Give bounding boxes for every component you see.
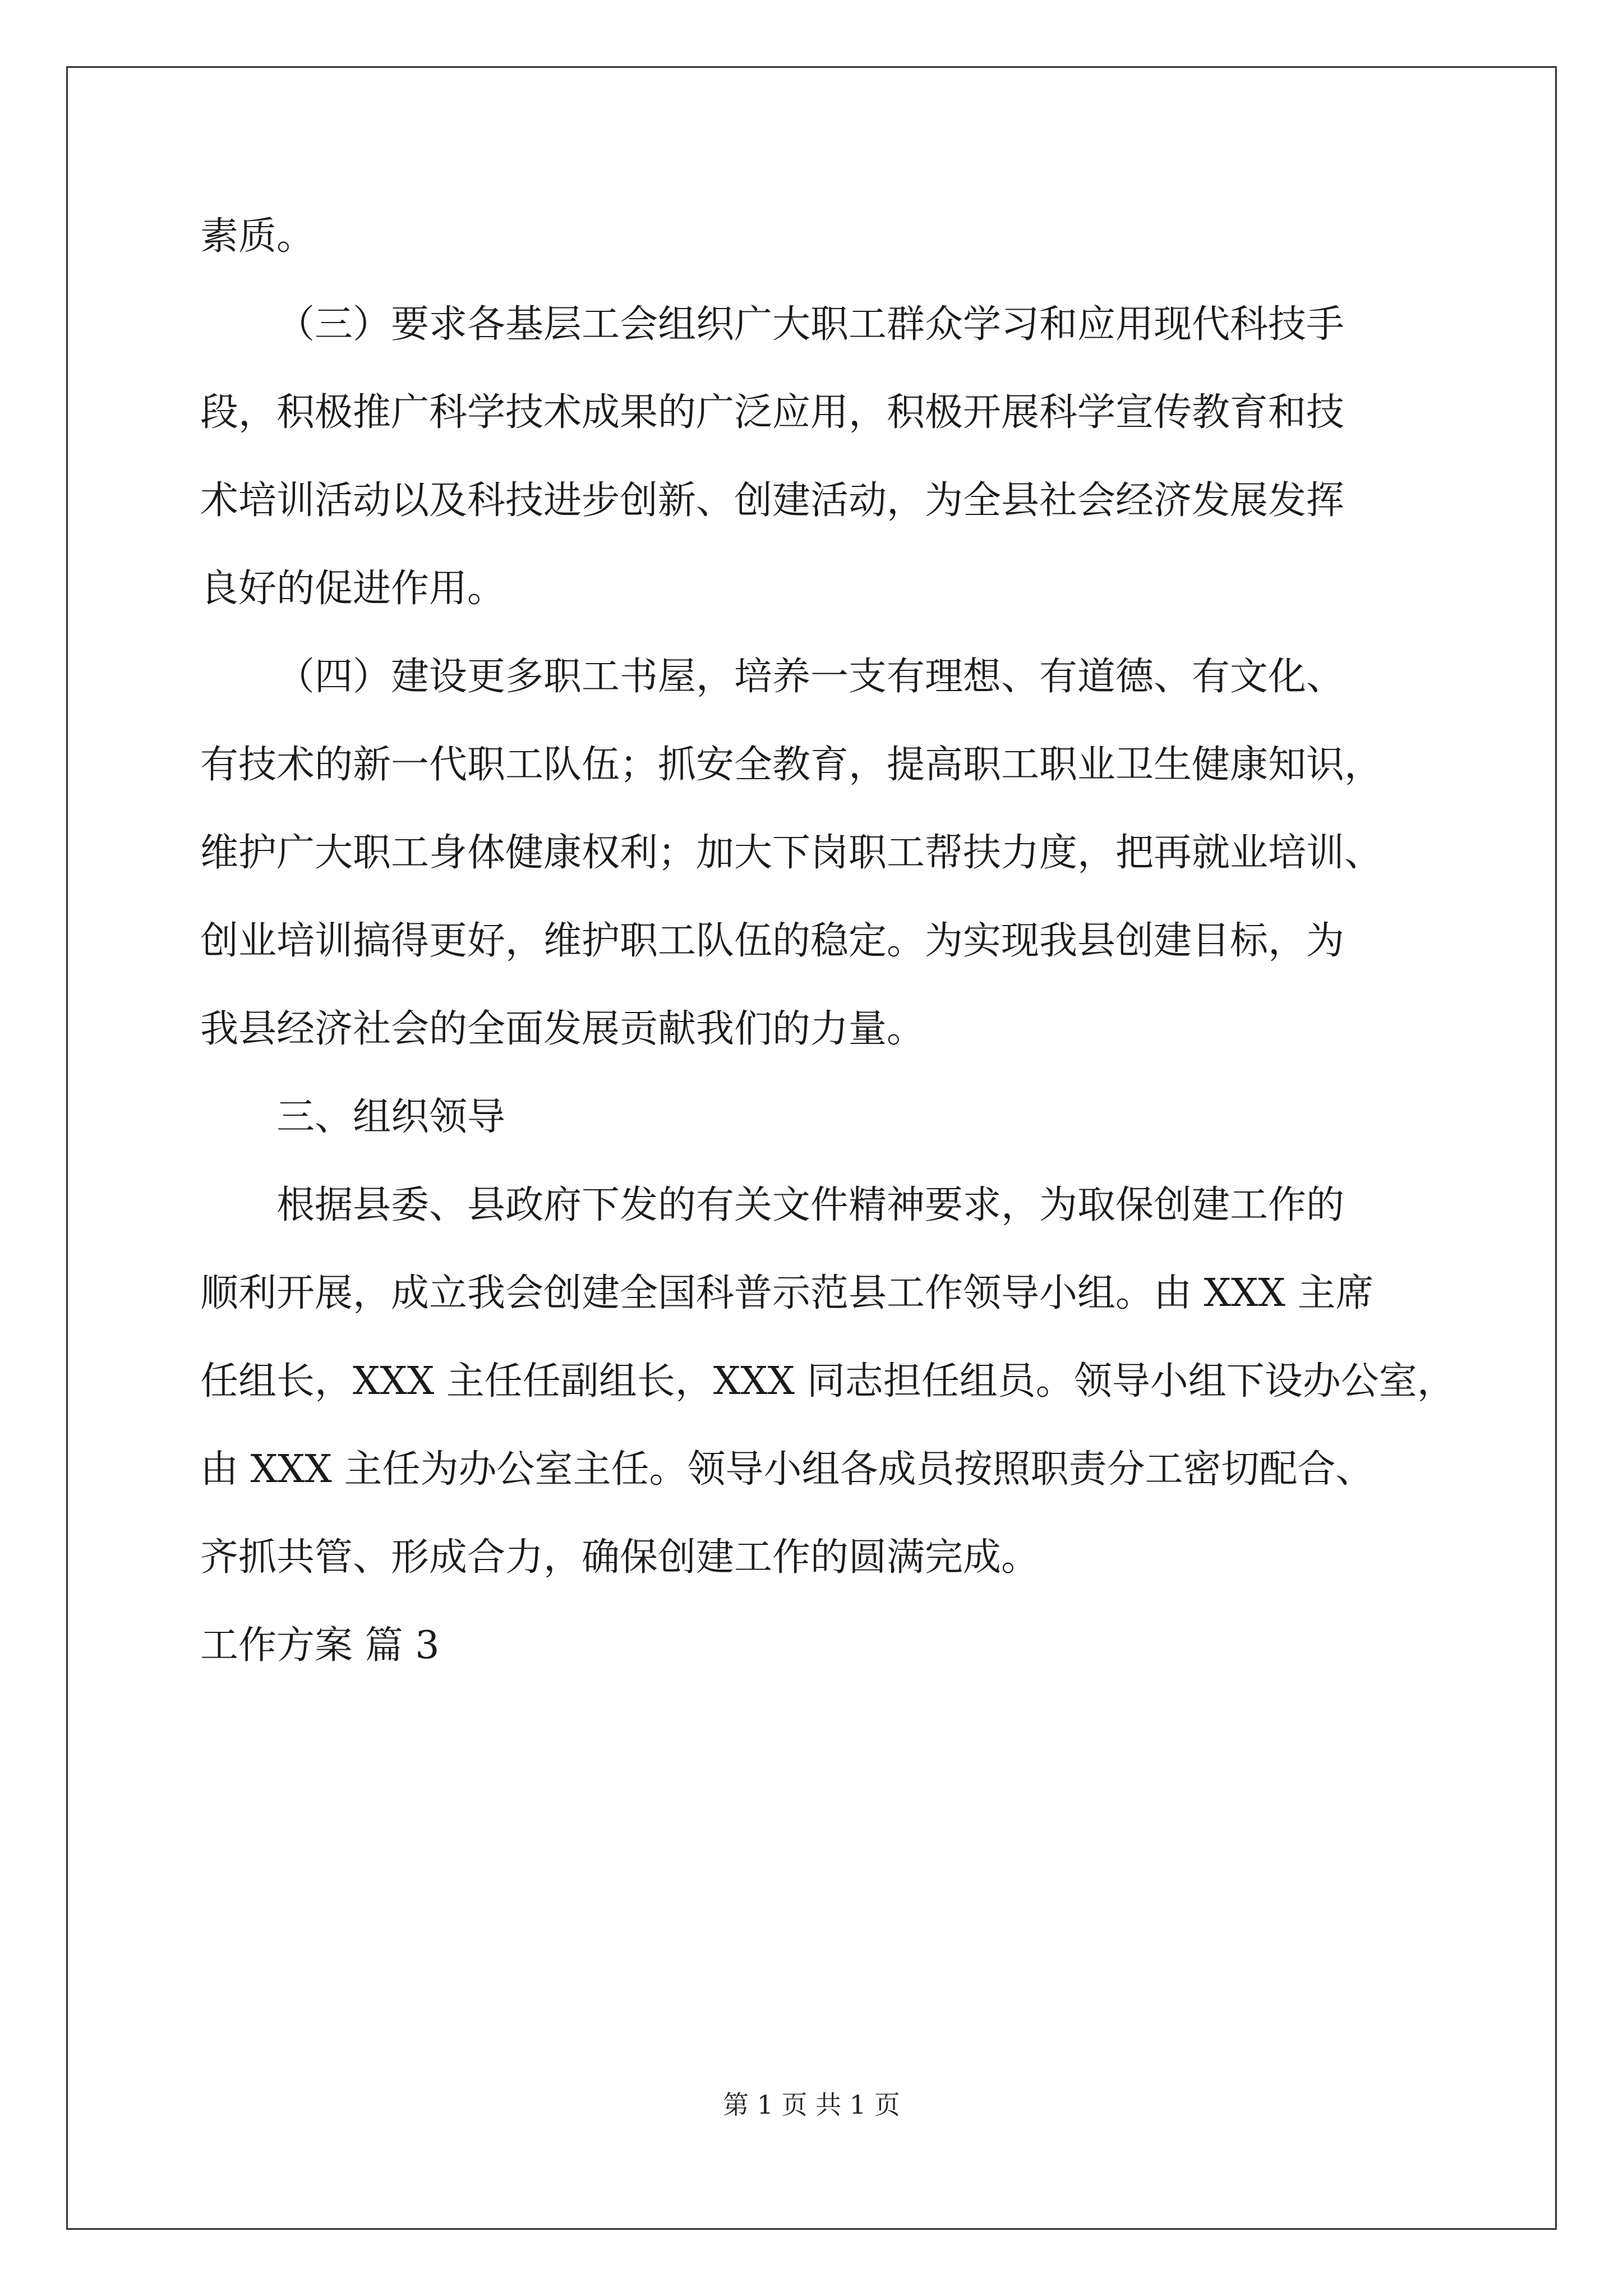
section-heading: 三、组织领导	[276, 1095, 506, 1139]
text-line: 段，积极推广科学技术成果的广泛应用，积极开展科学宣传教育和技	[200, 390, 1345, 435]
text-line: 由 XXX 主任为办公室主任。领导小组各成员按照职责分工密切配合、	[200, 1447, 1374, 1492]
text-line: 良好的促进作用。	[200, 567, 506, 611]
text-line: 齐抓共管、形成合力，确保创建工作的圆满完成。	[200, 1535, 1040, 1580]
text-line: （四）建设更多职工书屋，培养一支有理想、有道德、有文化、	[276, 655, 1345, 699]
text-line: （三）要求各基层工会组织广大职工群众学习和应用现代科技手	[276, 302, 1345, 347]
page-number-footer: 第 1 页 共 1 页	[723, 2090, 900, 2120]
text-line: 维护广大职工身体健康权利；加大下岗职工帮扶力度，把再就业培训、	[200, 831, 1383, 875]
text-line: 我县经济社会的全面发展贡献我们的力量。	[200, 1007, 925, 1051]
text-line: 素质。	[200, 214, 315, 259]
text-line: 有技术的新一代职工队伍；抓安全教育，提高职工职业卫生健康知识，	[200, 743, 1383, 787]
text-line: 任组长，XXX 主任任副组长，XXX 同志担任组员。领导小组下设办公室，	[200, 1359, 1455, 1404]
text-line: 根据县委、县政府下发的有关文件精神要求，为取保创建工作的	[276, 1183, 1345, 1227]
text-line: 术培训活动以及科技进步创新、创建活动，为全县社会经济发展发挥	[200, 478, 1345, 523]
text-line: 创业培训搞得更好，维护职工队伍的稳定。为实现我县创建目标，为	[200, 919, 1345, 963]
text-line: 顺利开展，成立我会创建全国科普示范县工作领导小组。由 XXX 主席	[200, 1271, 1374, 1315]
document-heading: 工作方案 篇 3	[200, 1623, 440, 1668]
